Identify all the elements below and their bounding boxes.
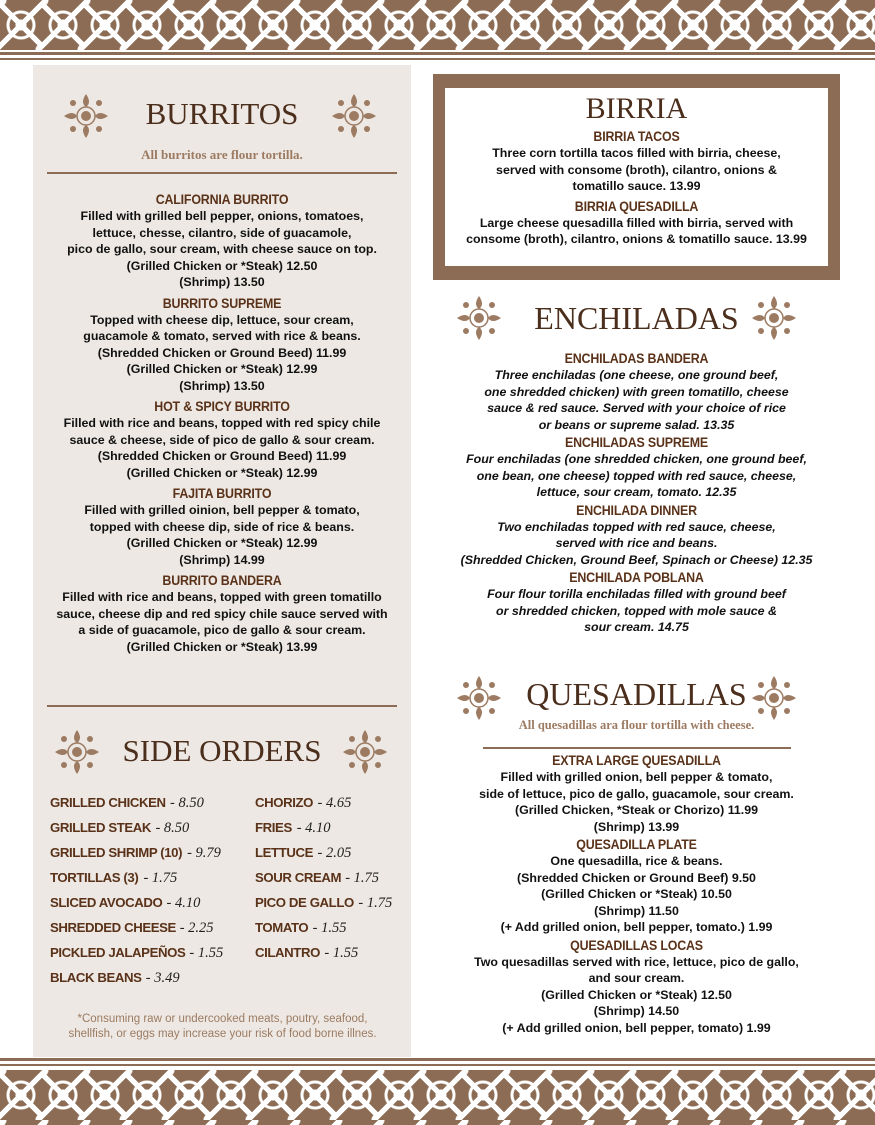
side-order-price: - 2.05 <box>317 845 352 861</box>
menu-item <box>33 295 411 395</box>
side-order-name: BLACK BEANS <box>50 970 142 985</box>
menu-item <box>445 198 828 248</box>
side-order-row <box>255 890 392 915</box>
quesadillas-divider <box>483 747 791 749</box>
bottom-border-rule-thin <box>0 1064 875 1066</box>
menu-item-line: (Shrimp) 13.99 <box>593 819 680 834</box>
menu-item-line: (Shredded Chicken or Ground Beed) 11.99 <box>97 449 347 463</box>
menu-item-line: sauce & red sauce. Served with your choice of rice <box>487 401 786 415</box>
side-order-price: - 3.49 <box>145 970 180 986</box>
menu-item <box>33 485 411 568</box>
menu-item <box>433 569 840 636</box>
menu-item-line: (Shrimp) 14.50 <box>593 1004 680 1018</box>
menu-item-title: QUESADILLA PLATE <box>576 837 697 852</box>
top-tile-border <box>0 0 875 50</box>
quesadillas-note: All quesadillas ara flour tortilla with cheese. <box>518 718 755 732</box>
side-orders-column-2 <box>255 790 392 965</box>
menu-item-options-line <box>413 552 860 569</box>
menu-item <box>433 937 840 1037</box>
enchiladas-list <box>433 350 840 636</box>
menu-item-line: (Grilled Chicken or *Steak) 10.50 <box>541 887 732 901</box>
quesadillas-title: QUESADILLAS <box>526 676 747 712</box>
menu-item-line: (+ Add grilled onion, bell pepper, tomato) 1.99 <box>502 1020 771 1035</box>
menu-item <box>445 128 828 195</box>
menu-item-line: or shredded chicken, topped with mole sauce & <box>496 603 777 618</box>
disclaimer-line: *Consuming raw or undercooked meats, poutry, seafood, <box>77 1013 368 1025</box>
menu-item-line: served with rice and beans. <box>555 536 718 550</box>
menu-item-line: (Shrimp) 13.50 <box>179 378 265 393</box>
menu-item-title: CALIFORNIA BURRITO <box>155 192 289 207</box>
menu-item-line: one bean, one cheese) topped with red sauce, cheese, <box>476 468 797 483</box>
menu-item-title: BIRRIA TACOS <box>593 129 680 144</box>
menu-item-title: EXTRA LARGE QUESADILLA <box>552 753 721 768</box>
menu-item-line: Filled with rice and beans, topped with red spicy chile <box>63 416 381 430</box>
side-order-price: - 1.75 <box>143 870 178 886</box>
side-order-name: CILANTRO <box>255 945 320 960</box>
food-safety-disclaimer <box>45 1012 400 1042</box>
menu-item-line: Three enchiladas (one cheese, one ground beef, <box>494 368 779 382</box>
menu-item-line: Filled with rice and beans, topped with green tomatillo <box>62 590 382 604</box>
menu-item-line: one shredded chicken) with green tomatillo, cheese <box>484 384 789 399</box>
menu-item-line: (Grilled Chicken or *Steak) 12.99 <box>126 465 318 480</box>
side-order-row <box>255 865 392 890</box>
menu-item-line: side of lettuce, pico de gallo, guacamole, sour cream. <box>479 786 794 801</box>
side-order-name: SLICED AVOCADO <box>50 895 163 910</box>
side-order-row <box>255 815 392 840</box>
side-order-price: - 8.50 <box>170 795 204 811</box>
menu-item-line: Filled with grilled bell pepper, onions, tomatoes, <box>80 209 364 223</box>
menu-item-line: Topped with cheese dip, lettuce, sour cream, <box>90 312 354 327</box>
side-order-row <box>255 915 392 940</box>
side-order-price: - 4.65 <box>317 795 352 811</box>
birria-box <box>433 74 840 280</box>
menu-item-line: (Shrimp) 14.99 <box>179 552 265 567</box>
menu-item-line: consome (broth), cilantro, onions & tomatillo sauce. 13.99 <box>466 232 807 246</box>
menu-item-title: BURRITO SUPREME <box>162 295 282 311</box>
menu-item-line: Four enchiladas (one shredded chicken, one ground beef, <box>466 452 807 466</box>
bottom-tile-border <box>0 1070 875 1125</box>
menu-item-line: pico de gallo, sour cream, with cheese sauce on top. <box>67 242 377 256</box>
side-order-name: SOUR CREAM <box>255 870 342 885</box>
side-order-price: - 1.55 <box>189 945 224 961</box>
menu-item-line: a side of guacamole, pico de gallo & sour cream. <box>78 623 366 637</box>
menu-item <box>33 398 411 481</box>
menu-item-title: HOT & SPICY BURRITO <box>154 399 290 414</box>
menu-item <box>433 350 840 433</box>
menu-item-line: One quesadilla, rice & beans. <box>550 854 723 868</box>
side-order-name: CHORIZO <box>255 795 314 810</box>
burritos-note: All burritos are flour tortilla. <box>141 147 303 162</box>
menu-item-line: (Grilled Chicken or *Steak) 12.99 <box>126 362 318 376</box>
menu-item <box>33 572 411 655</box>
menu-item-line: Large cheese quesadilla filled with birria, served with <box>479 215 794 230</box>
side-order-name: GRILLED SHRIMP (10) <box>50 845 183 860</box>
menu-item-line: (Shredded Chicken or Ground Beef) 9.50 <box>517 870 756 885</box>
menu-item-line: (Grilled Chicken, *Steak or Chorizo) 11.99 <box>514 803 759 817</box>
top-border-rule <box>0 52 875 55</box>
side-order-name: PICKLED JALAPEÑOS <box>50 945 186 960</box>
side-order-price: - 1.75 <box>345 870 380 886</box>
side-order-price: - 1.55 <box>312 920 347 936</box>
menu-item-title: ENCHILADA POBLANA <box>569 570 704 585</box>
top-border-rule-thin <box>0 58 875 60</box>
quesadillas-list <box>433 752 840 1036</box>
side-order-row <box>50 890 223 915</box>
side-order-name: SHREDDED CHEESE <box>50 920 176 935</box>
menu-item-line: lettuce, sour cream, tomato. 12.35 <box>536 485 737 499</box>
side-order-name: TOMATO <box>255 920 309 935</box>
menu-item-line: and sour cream. <box>588 971 685 985</box>
menu-item-line: Filled with grilled onion, bell pepper & tomato, <box>500 770 773 784</box>
menu-item-price: 12.35 <box>781 552 813 567</box>
menu-item-line: (Shrimp) 13.50 <box>179 275 265 289</box>
menu-item-line: Four flour torilla enchiladas filled with ground beef <box>487 587 786 601</box>
side-order-name: PICO DE GALLO <box>255 895 354 910</box>
menu-item-line: guacamole & tomato, served with rice & beans. <box>83 329 361 343</box>
menu-item-line: tomatillo sauce. 13.99 <box>572 179 701 193</box>
menu-item-title: ENCHILADAS BANDERA <box>564 351 709 366</box>
side-orders-title: SIDE ORDERS <box>122 733 322 768</box>
burritos-title: BURRITOS <box>145 96 299 131</box>
side-order-row <box>50 965 223 990</box>
menu-item <box>433 434 840 501</box>
side-order-row <box>50 865 223 890</box>
menu-item-line: or beans or supreme salad. 13.35 <box>538 417 735 432</box>
side-order-name: LETTUCE <box>255 845 314 860</box>
birria-title: BIRRIA <box>585 92 688 125</box>
burritos-divider <box>47 172 397 174</box>
menu-item-line: (Grilled Chicken or *Steak) 12.99 <box>126 536 318 550</box>
side-order-row <box>50 815 223 840</box>
menu-item-title: ENCHILADAS SUPREME <box>564 435 708 450</box>
menu-item-line: Two enchiladas topped with red sauce, cheese, <box>497 519 776 534</box>
side-orders-divider <box>47 705 397 707</box>
side-order-row <box>255 940 392 965</box>
menu-item-line: sour cream. 14.75 <box>584 620 689 634</box>
menu-item-line: Filled with grilled oinion, bell pepper & tomato, <box>84 503 360 517</box>
menu-item-title: FAJITA BURRITO <box>172 486 272 501</box>
side-order-row <box>255 840 392 865</box>
menu-item-line: topped with cheese dip, side of rice & beans. <box>89 519 355 534</box>
menu-item-line: sauce, cheese dip and red spicy chile sauce served with <box>56 606 388 621</box>
side-order-price: - 4.10 <box>296 820 331 836</box>
menu-item-line: (Grilled Chicken or *Steak) 12.50 <box>541 987 732 1002</box>
side-order-name: FRIES <box>255 820 292 835</box>
disclaimer-line: shellfish, or eggs may increase your risk of food borne illnes. <box>68 1028 377 1040</box>
side-order-price: - 9.79 <box>187 845 221 861</box>
menu-item-title: QUESADILLAS LOCAS <box>570 937 703 953</box>
side-order-row <box>50 790 223 815</box>
side-order-row <box>50 840 223 865</box>
menu-item-title: ENCHILADA DINNER <box>576 502 697 518</box>
side-order-row <box>50 915 223 940</box>
menu-item <box>33 191 411 291</box>
side-order-price: - 1.75 <box>358 895 393 911</box>
menu-item <box>433 752 840 835</box>
side-order-price: - 2.25 <box>179 920 214 936</box>
side-order-price: - 1.55 <box>324 945 359 961</box>
menu-item-options: (Shredded Chicken, Ground Beef, Spinach or Cheese) <box>460 552 778 567</box>
menu-item-line: lettuce, chesse, cilantro, side of guacamole, <box>92 225 352 240</box>
menu-item-line: Three corn tortilla tacos filled with birria, cheese, <box>492 146 781 160</box>
burritos-list <box>33 191 411 655</box>
menu-item-line: (Shredded Chicken or Ground Beed) 11.99 <box>97 345 347 360</box>
menu-item-line: (Shrimp) 11.50 <box>594 903 679 918</box>
menu-item-line: (+ Add grilled onion, bell pepper, tomato.) 1.99 <box>500 920 773 934</box>
side-order-row <box>50 940 223 965</box>
bottom-border-rule <box>0 1058 875 1061</box>
side-orders-column-1 <box>50 790 223 990</box>
side-order-name: TORTILLAS (3) <box>50 870 139 885</box>
menu-item-line: served with consome (broth), cilantro, onions & <box>496 162 777 177</box>
menu-item-line: (Grilled Chicken or *Steak) 12.50 <box>126 258 318 273</box>
side-order-row <box>255 790 392 815</box>
side-order-price: - 8.50 <box>155 820 190 836</box>
menu-item-title: BURRITO BANDERA <box>162 573 282 588</box>
side-order-name: GRILLED CHICKEN <box>50 795 166 810</box>
menu-item-line: Two quesadillas served with rice, lettuce, pico de gallo, <box>474 954 799 969</box>
menu-item-line: sauce & cheese, side of pico de gallo & sour cream. <box>69 432 375 447</box>
birria-list <box>445 128 828 248</box>
menu-item-line: (Grilled Chicken or *Steak) 13.99 <box>126 639 318 654</box>
menu-item <box>433 502 840 569</box>
enchiladas-title: ENCHILADAS <box>534 300 739 336</box>
side-order-name: GRILLED STEAK <box>50 820 152 835</box>
menu-item-title: BIRRIA QUESADILLA <box>574 198 699 214</box>
birria-inner <box>445 88 828 266</box>
side-order-price: - 4.10 <box>166 895 201 911</box>
menu-item <box>433 836 840 936</box>
